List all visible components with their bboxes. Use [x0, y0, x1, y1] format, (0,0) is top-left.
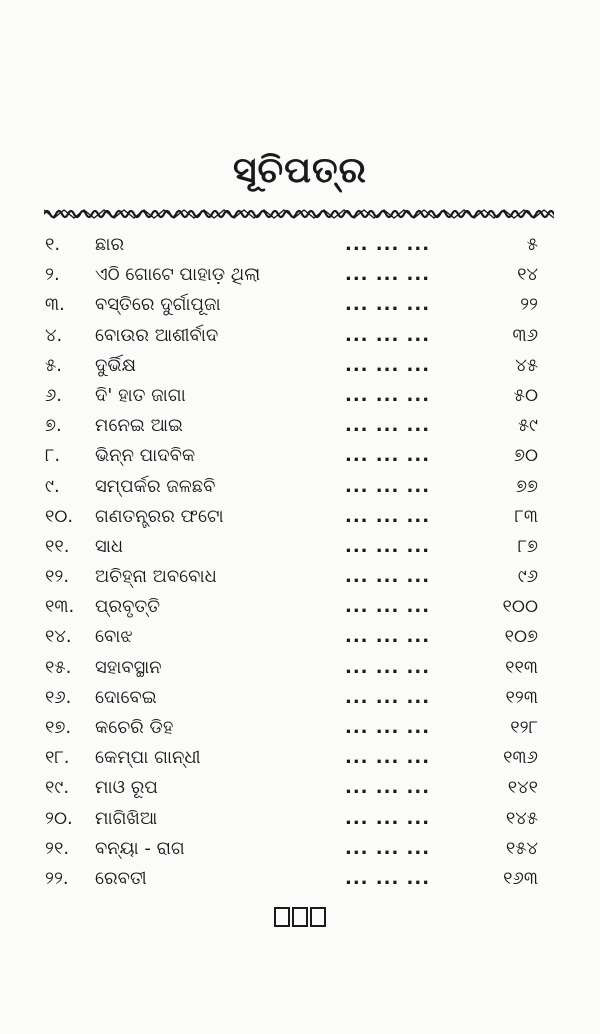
entry-leader-dots: ... ... ...	[345, 264, 431, 286]
entry-leader-dots: ... ... ...	[345, 777, 431, 799]
entry-page-number: ୮୭	[517, 535, 538, 557]
entry-leader-dots: ... ... ...	[345, 656, 431, 678]
entry-number: ୧୩.	[45, 596, 75, 618]
entry-title: ଅଚିହ୍ନା ଅବବୋଧ	[95, 566, 217, 588]
decorative-rule	[44, 205, 554, 223]
entry-page-number: ୩୬	[512, 324, 538, 346]
entry-title: ସାଧ	[95, 535, 124, 557]
entry-leader-dots: ... ... ...	[345, 747, 431, 769]
toc-entry	[0, 472, 600, 502]
toc-entry	[0, 562, 600, 592]
entry-page-number: ୫	[526, 234, 538, 255]
entry-number: ୧୫.	[45, 656, 72, 678]
toc-entry	[0, 804, 600, 834]
toc-entry	[0, 773, 600, 803]
entry-number: ୧୯.	[45, 777, 70, 799]
entry-page-number: ୧୫୪	[505, 837, 538, 859]
entry-page-number: ୭୦	[513, 445, 538, 467]
toc-entry	[0, 532, 600, 562]
entry-number: ୬.	[45, 384, 63, 406]
entry-page-number: ୨୨	[520, 294, 538, 316]
entry-page-number: ୭୭	[515, 475, 538, 497]
entry-number: ୯.	[45, 475, 60, 497]
entry-title: ଗଣତନ୍ତ୍ରର ଫଟୋ	[95, 505, 224, 527]
entry-number: ୭.	[45, 415, 62, 437]
toc-entry	[0, 622, 600, 652]
entry-title: କେମ୍ପା ଗାନ୍ଧୀ	[95, 747, 201, 769]
entry-leader-dots: ... ... ...	[345, 807, 431, 829]
entry-title: ଏଠି ଗୋଟେ ପାହାଡ଼ ଥିଲା	[95, 264, 261, 286]
entry-leader-dots: ... ... ...	[345, 505, 431, 527]
toc-entry	[0, 411, 600, 441]
entry-leader-dots: ... ... ...	[345, 837, 431, 859]
toc-entry	[0, 864, 600, 894]
entry-title: ମାଓ ରୂପ	[95, 777, 158, 799]
entry-page-number: ୧୬୩	[503, 867, 538, 889]
entry-leader-dots: ... ... ...	[345, 686, 431, 708]
entry-title: କଚେରି ଡିହ	[95, 717, 174, 738]
entry-leader-dots: ... ... ...	[345, 717, 431, 738]
entry-title: ଦି' ହାତ ଜାଗା	[95, 384, 186, 406]
entry-title: ମନେଇ ଆଇ	[95, 415, 183, 437]
entry-number: ୧୧.	[45, 535, 70, 557]
entry-number: ୪.	[45, 324, 63, 346]
entry-title: ସମ୍ପର୍କର ଜଳଛବି	[95, 475, 216, 497]
toc-entry	[0, 260, 600, 290]
page-title: ସୂଚିପତ୍ର	[233, 150, 367, 191]
toc-entry	[0, 653, 600, 683]
entry-leader-dots: ... ... ...	[345, 596, 431, 618]
toc-entry	[0, 321, 600, 351]
entry-number: ୧୭.	[45, 717, 72, 738]
end-ornament	[0, 904, 600, 929]
entry-title: ଭିନ୍ନ ପାଦବିକ	[95, 445, 196, 467]
entry-page-number: ୧୪	[517, 264, 538, 286]
toc-entry	[0, 351, 600, 381]
entry-number: ୮.	[45, 445, 61, 467]
toc-entry	[0, 441, 600, 471]
entry-page-number: ୯୬	[517, 566, 538, 588]
entry-page-number: ୫୯	[517, 415, 538, 437]
entry-leader-dots: ... ... ...	[345, 626, 431, 648]
entry-leader-dots: ... ... ...	[345, 535, 431, 557]
entry-page-number: ୫୦	[513, 384, 538, 406]
toc-entry	[0, 592, 600, 622]
entry-number: ୨୦.	[45, 807, 73, 829]
entry-number: ୧୬.	[45, 686, 72, 708]
entry-title: ସହାବସ୍ଥାନ	[95, 656, 162, 678]
entry-number: ୧୦.	[45, 505, 74, 527]
entry-number: ୧୮.	[45, 747, 70, 769]
entry-title: ଦୋବେଇ	[95, 686, 157, 708]
table-of-contents	[0, 230, 600, 894]
entry-leader-dots: ... ... ...	[345, 234, 431, 255]
entry-number: ୨.	[45, 264, 60, 286]
ornament-box	[310, 907, 326, 927]
toc-entry	[0, 683, 600, 713]
toc-entry	[0, 230, 600, 260]
toc-entry	[0, 381, 600, 411]
entry-page-number: ୧୨୮	[510, 717, 538, 738]
entry-page-number: ୧୨୩	[505, 686, 538, 708]
entry-title: ବନ୍ୟା - ରାଗ	[95, 837, 185, 859]
entry-title: ବୋଉର ଆଶୀର୍ବାଦ	[95, 324, 219, 346]
entry-page-number: ୧୦୭	[504, 626, 538, 648]
entry-leader-dots: ... ... ...	[345, 475, 431, 497]
entry-number: ୫.	[45, 354, 62, 376]
entry-number: ୧୪.	[45, 626, 72, 648]
entry-number: ୨୧.	[45, 837, 70, 859]
entry-title: ଦୁର୍ଭିକ୍ଷ	[95, 354, 137, 376]
entry-page-number: ୧୪୧	[507, 777, 538, 799]
ornament-box	[274, 907, 290, 927]
entry-number: ୧.	[45, 234, 61, 255]
entry-title: ରେବତୀ	[95, 867, 147, 889]
entry-leader-dots: ... ... ...	[345, 415, 431, 437]
entry-leader-dots: ... ... ...	[345, 354, 431, 376]
entry-number: ୩.	[45, 294, 65, 316]
entry-page-number: ୧୩୬	[503, 747, 538, 769]
toc-entry	[0, 713, 600, 743]
entry-title: ଛାର	[95, 234, 125, 255]
entry-page-number: ୧୦୦	[502, 596, 538, 618]
toc-entry	[0, 834, 600, 864]
toc-entry	[0, 290, 600, 320]
entry-leader-dots: ... ... ...	[345, 445, 431, 467]
entry-leader-dots: ... ... ...	[345, 566, 431, 588]
ornament-box	[292, 907, 308, 927]
toc-entry	[0, 502, 600, 532]
entry-title: ବୋଝ	[95, 626, 133, 648]
entry-leader-dots: ... ... ...	[345, 294, 431, 316]
entry-title: ପ୍ରବୃତ୍ତି	[95, 596, 161, 618]
entry-page-number: ୮୩	[514, 505, 538, 527]
entry-page-number: ୧୧୩	[505, 656, 538, 678]
entry-leader-dots: ... ... ...	[345, 384, 431, 406]
entry-leader-dots: ... ... ...	[345, 867, 431, 889]
entry-page-number: ୧୪୫	[505, 807, 538, 829]
entry-page-number: ୪୫	[515, 354, 538, 376]
entry-title: ବସ୍ତିରେ ଦୁର୍ଗାପୂଜା	[95, 294, 221, 316]
toc-entry	[0, 743, 600, 773]
entry-number: ୨୨.	[45, 867, 69, 889]
entry-title: ମାଗିଖିଆ	[95, 807, 158, 829]
entry-number: ୧୨.	[45, 566, 70, 588]
entry-leader-dots: ... ... ...	[345, 324, 431, 346]
